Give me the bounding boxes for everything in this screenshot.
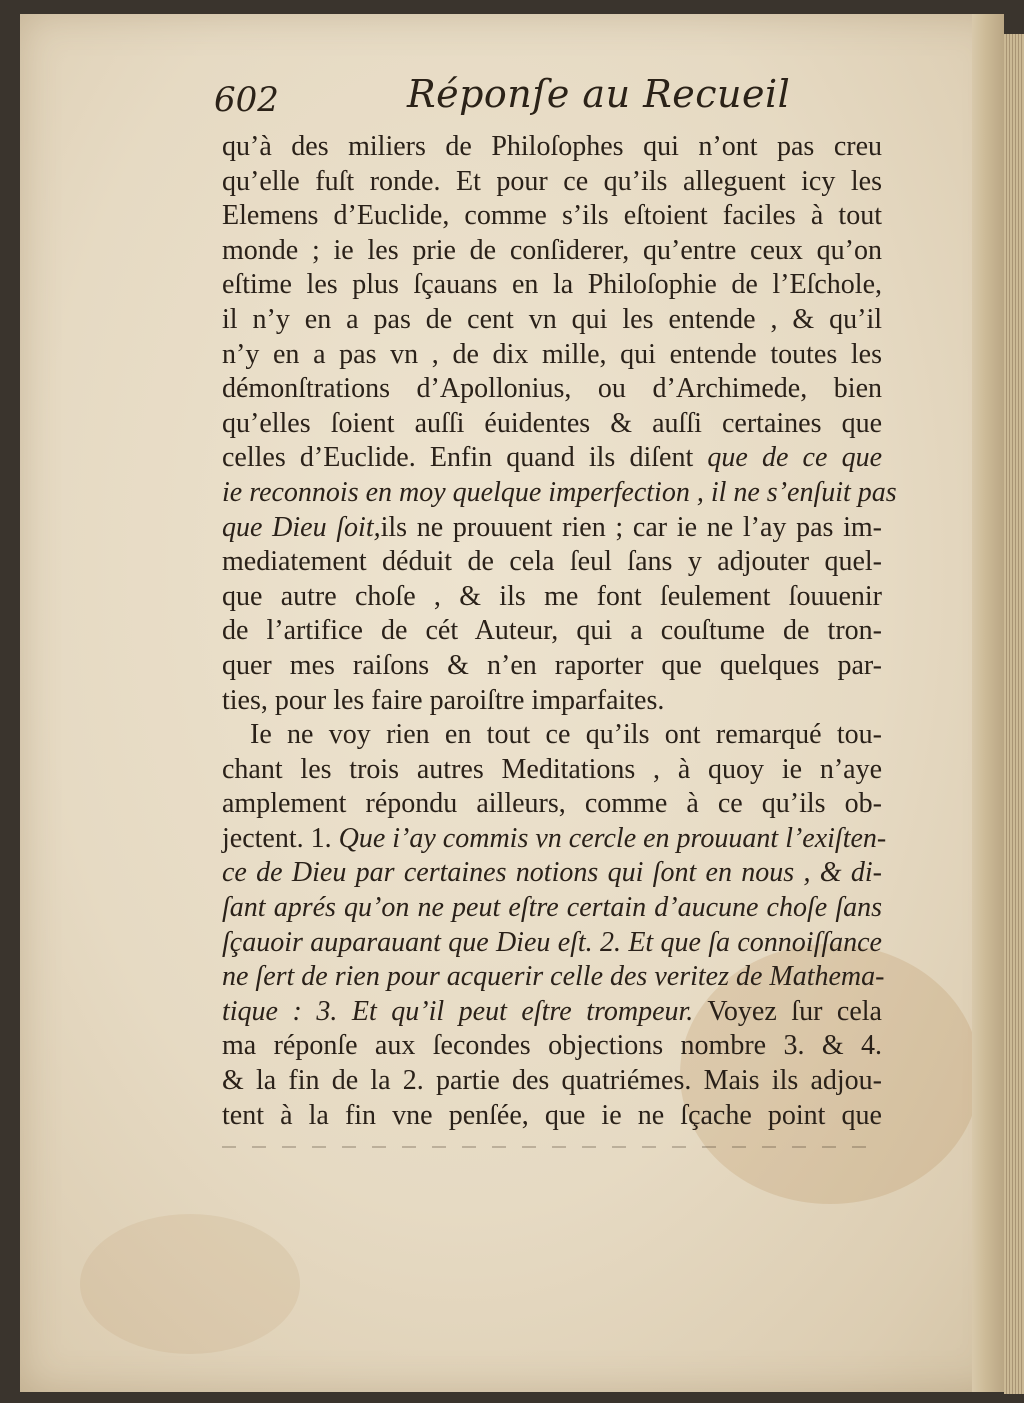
text-line (222, 268, 882, 303)
page-edges (1004, 34, 1024, 1394)
text-line (222, 580, 882, 615)
italic-segment: que Dieu ſoit, (222, 511, 381, 543)
text-segment: Elemens d’Euclide, comme s’ils eſtoient faciles à tout (222, 200, 882, 232)
text-line (222, 787, 882, 822)
text-line (222, 684, 882, 719)
text-line (222, 234, 882, 269)
italic-segment: ie reconnois en moy quelque imperfection , il ne s’enſuit pas (222, 476, 897, 508)
text-segment: chant les trois autres Meditations , à quoy ie n’aye (222, 753, 882, 785)
italic-segment: ſçauoir auparauant que Dieu eſt. 2. Et que ſa connoiſſance (222, 926, 882, 958)
italic-segment: ſant aprés qu’on ne peut eſtre certain d’aucune choſe ſans (222, 892, 882, 924)
text-segment: Ie ne voy rien en tout ce qu’ils ont remarqué tou- (250, 719, 882, 751)
text-segment: celles d’Euclide. Enfin quand ils diſent (222, 442, 708, 474)
text-line (222, 995, 882, 1030)
text-line (222, 649, 882, 684)
text-segment: Voyez ſur cela (693, 995, 882, 1027)
text-segment: jectent. 1. (222, 822, 339, 854)
text-line (222, 303, 882, 338)
page-header (0, 72, 1024, 132)
italic-segment: Que i’ay commis vn cercle en prouuant l’exiſten- (338, 822, 887, 854)
text-segment: démonſtrations d’Apollonius, ou d’Archimede, bien (222, 373, 882, 405)
text-line (222, 165, 882, 200)
page-number: 602 (214, 80, 279, 120)
italic-segment: ne ſert de rien pour acquerir celle des veritez de Mathema- (222, 961, 885, 993)
text-line (222, 372, 882, 407)
text-line (222, 753, 882, 788)
paper-stain (80, 1214, 300, 1354)
text-line (222, 545, 882, 580)
text-line (222, 1064, 882, 1099)
text-line (222, 511, 882, 546)
text-segment: qu’à des miliers de Philoſophes qui n’ont pas creu (222, 131, 882, 162)
text-line (222, 476, 897, 511)
text-line (222, 718, 882, 753)
text-segment: & la fin de la 2. partie des quatriémes. Mais ils adjou- (222, 1065, 882, 1097)
italic-segment: ce de Dieu par certaines notions qui ſont en nous , & di- (222, 857, 882, 889)
text-segment: eſtime les plus ſçauans en la Philoſophie de l’Eſchole, (222, 269, 882, 301)
italic-segment: que de ce que (707, 442, 883, 474)
text-line (222, 1029, 882, 1064)
text-segment: amplement répondu ailleurs, comme à ce qu’ils ob- (222, 788, 882, 820)
text-line (222, 891, 882, 926)
text-segment: il n’y en a pas de cent vn qui les entende , & qu’il (222, 303, 882, 335)
text-line (222, 441, 882, 476)
text-line (222, 130, 882, 165)
text-line (222, 960, 885, 995)
body-text (222, 130, 897, 1133)
text-segment: tent à la fin vne penſée, que ie ne ſçache point que (222, 1099, 882, 1131)
text-segment: ties, pour les faire paroiſtre imparfaites. (222, 684, 665, 716)
text-line (222, 856, 882, 891)
text-line (222, 407, 882, 442)
text-segment: quer mes raiſons & n’en raporter que quelques par- (222, 649, 882, 681)
text-segment: monde ; ie les prie de conſiderer, qu’entre ceux qu’on (222, 234, 882, 266)
text-line (222, 926, 882, 961)
text-segment: qu’elle fuſt ronde. Et pour ce qu’ils alleguent icy les (222, 165, 882, 197)
text-segment: ma réponſe aux ſecondes objections nombre 3. & 4. (222, 1030, 882, 1062)
running-title: Réponſe au Recueil (407, 72, 791, 116)
italic-segment: tique : 3. Et qu’il peut eſtre trompeur. (222, 995, 694, 1027)
text-segment: ils ne prouuent rien ; car ie ne l’ay pas im- (380, 511, 882, 543)
text-segment: que autre choſe , & ils me font ſeulement ſouuenir (222, 580, 882, 612)
text-line (222, 199, 882, 234)
bleed-through-marks (222, 1146, 882, 1148)
page-gutter (972, 14, 1004, 1392)
text-line (222, 614, 882, 649)
text-segment: qu’elles ſoient auſſi éuidentes & auſſi certaines que (222, 407, 882, 439)
text-line (222, 338, 882, 373)
text-segment: mediatement déduit de cela ſeul ſans y adjouter quel- (222, 546, 882, 578)
text-segment: n’y en a pas vn , de dix mille, qui entende toutes les (222, 338, 882, 370)
text-segment: de l’artifice de cét Auteur, qui a couſtume de tron- (222, 615, 882, 647)
text-line (222, 822, 887, 857)
text-line (222, 1099, 882, 1134)
